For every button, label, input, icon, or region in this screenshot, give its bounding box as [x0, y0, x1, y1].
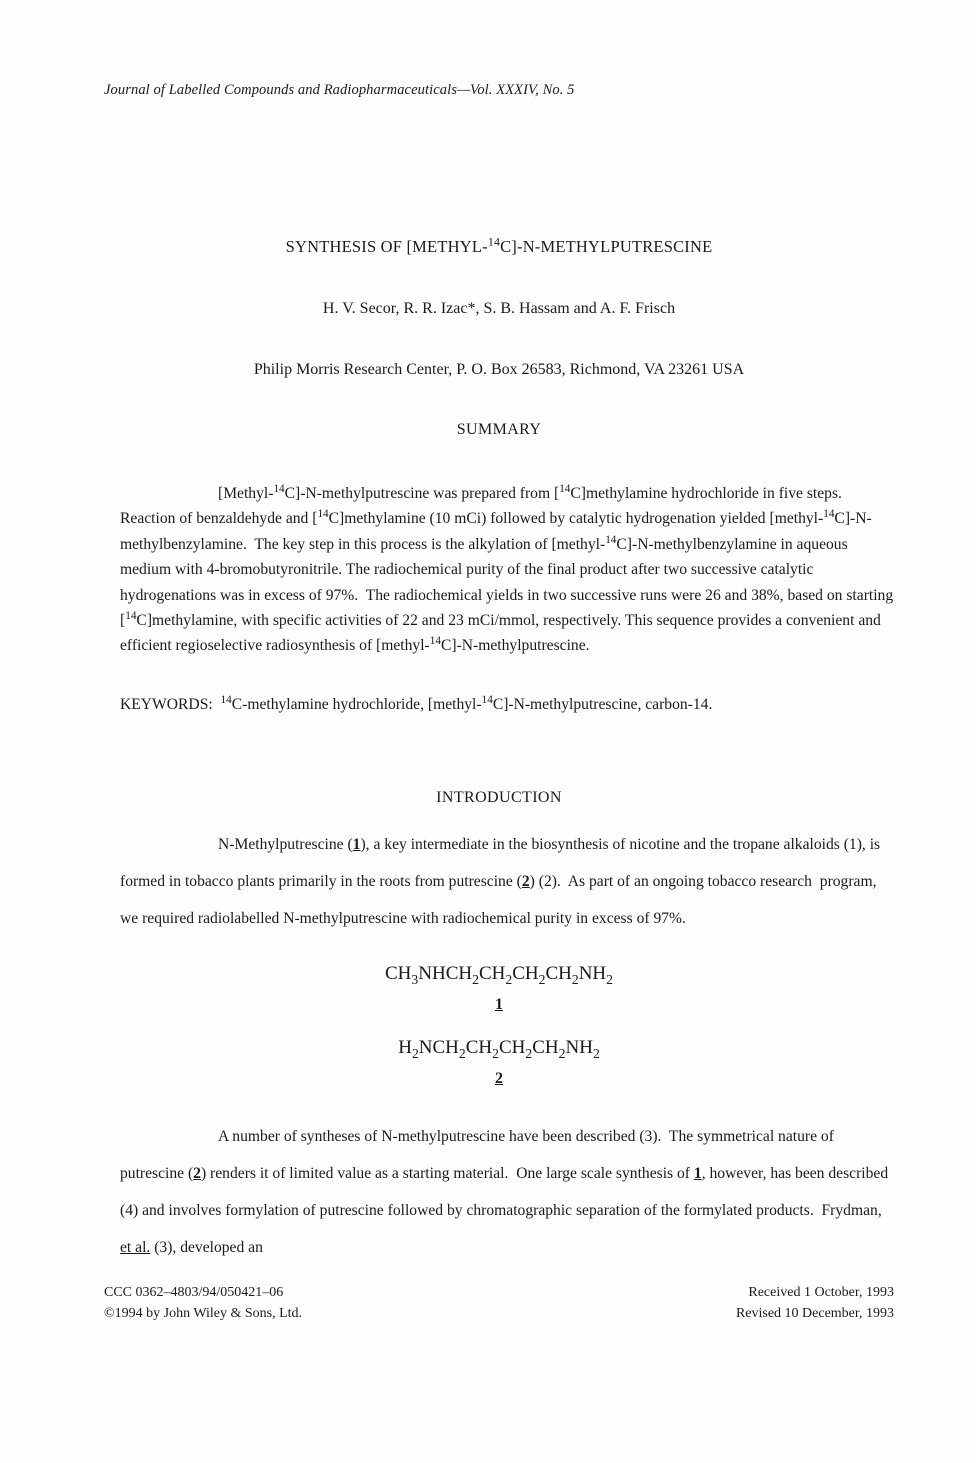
summary-heading: SUMMARY: [456, 421, 542, 438]
page-content: [104, 0, 894, 1463]
revised-date: Revised 10 December, 1993: [735, 1306, 894, 1321]
formula-1: $CH_3NHCH_2CH_2CH_2CH_2NH_2$: [385, 963, 613, 987]
keywords-label: KEYWORDS:: [120, 696, 213, 713]
title-superscript: 14: [487, 234, 501, 249]
formula-2: $H_2NCH_2CH_2CH_2CH_2NH_2$: [398, 1037, 600, 1061]
keywords-line: KEYWORDS: $^{14}$C-methylamine hydrochloride, [methyl-$^{14}$C]-N-methylputrescine, carbon-14.: [120, 693, 713, 713]
title-prefix: SYNTHESIS OF [METHYL-: [285, 237, 488, 256]
copyright-line: ©1994 by John Wiley & Sons, Ltd.: [104, 1306, 303, 1321]
received-date: Received 1 October, 1993: [748, 1285, 894, 1300]
abstract-paragraph: [Methyl-$^{14}$C]-N-methylputrescine was prepared from [$^{14}$C]methylamine hydrochloride in five steps. Reaction of benzaldehyde and [$^{14}$C]methylamine (10 mCi) followed by catalytic hydrogenation yielded [methyl-$^{14}$C]-N-methylbenzylamine. The key step in this process is the alkylation of [methyl-$^{14}$C]-N-methylbenzylamine in aqueous medium with 4-bromobutyronitrile. The radiochemical purity of the final product after two successive catalytic hydrogenations was in excess of 97%. The radiochemical yields in two successive runs were 26 and 38%, based on starting [$^{14}$C]methylamine, with specific activities of 22 and 23 mCi/mmol, respectively. This sequence provides a convenient and efficient regioselective radiosynthesis of [methyl-$^{14}$C]-N-methylputrescine.: [120, 482, 894, 655]
ccc-code: CCC 0362–4803/94/050421–06: [104, 1285, 284, 1300]
page-title: [104, 234, 894, 257]
affiliation: Philip Morris Research Center, P. O. Box 26583, Richmond, VA 23261 USA: [253, 361, 745, 378]
introduction-paragraph: N-Methylputrescine (1), a key intermediate in the biosynthesis of nicotine and the tropane alkaloids (1), is formed in tobacco plants primarily in the roots from putrescine (2) (2). As part of an ongoing tobacco research program, we required radiolabelled N-methylputrescine with radiochemical purity in excess of 97%.: [120, 836, 881, 927]
body-paragraph-2: A number of syntheses of N-methylputrescine have been described (3). The symmetrical nature of putrescine (2) renders it of limited value as a starting material. One large scale synthesis of 1, however, has been described (4) and involves formylation of putrescine followed by chromatographic separation of the formylated products. Frydman, et al. (3), developed an: [120, 1128, 889, 1256]
footer-right-block: [736, 1282, 894, 1324]
introduction-heading: INTRODUCTION: [436, 789, 562, 806]
title-suffix: C]-N-METHYLPUTRESCINE: [500, 237, 713, 256]
journal-running-head: Journal of Labelled Compounds and Radiopharmaceuticals—Vol. XXXIV, No. 5: [104, 82, 575, 98]
author-list: H. V. Secor, R. R. Izac*, S. B. Hassam and A. F. Frisch: [322, 300, 676, 317]
footer-left-block: [104, 1282, 302, 1324]
structure-formulas: [104, 958, 894, 1094]
formula-1-number: 1: [495, 996, 503, 1013]
formula-2-number: 2: [495, 1070, 503, 1087]
